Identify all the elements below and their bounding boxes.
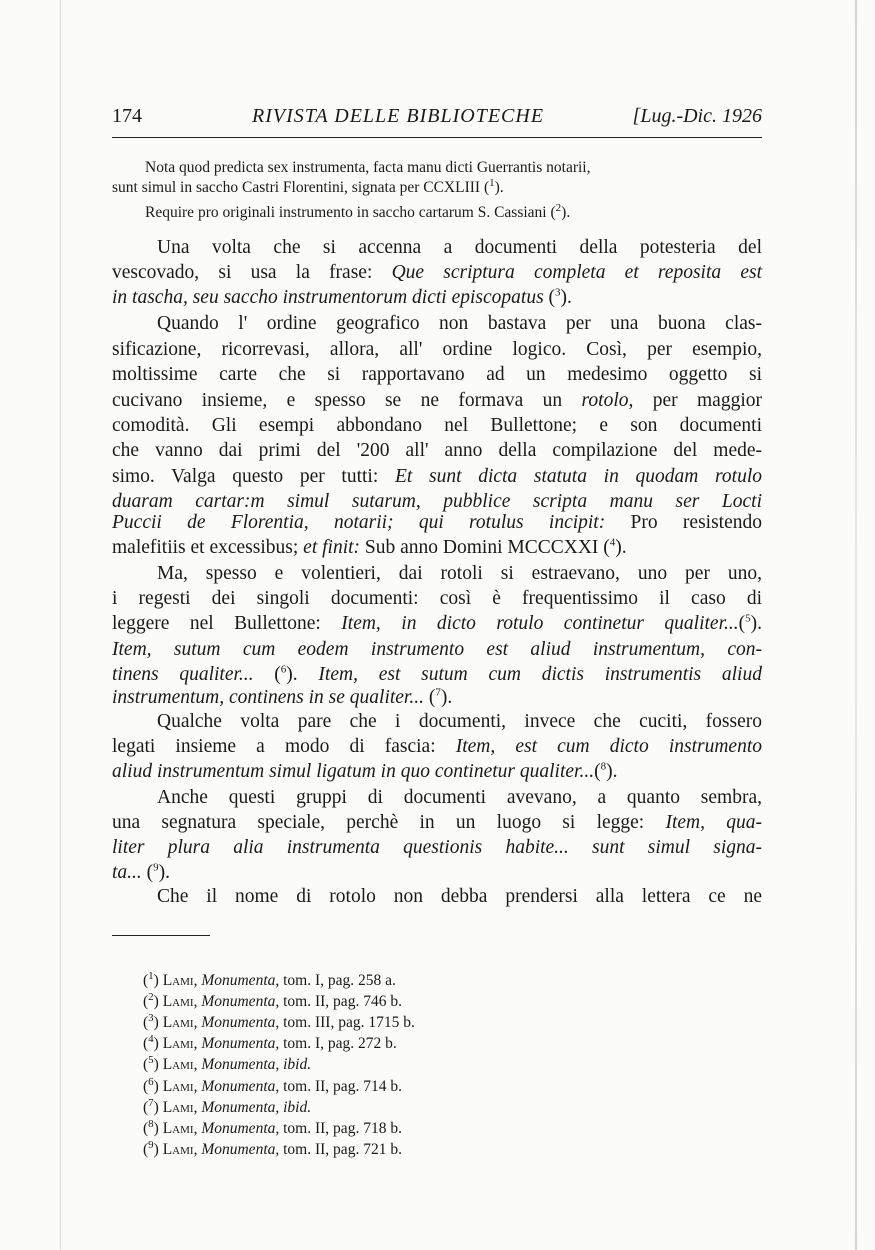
- footnote-reference: tom. I, pag. 258 a.: [279, 972, 396, 989]
- italic-text: rotolo,: [581, 390, 634, 411]
- page-edge-right: [855, 0, 857, 1250]
- footnote-ref: 1: [489, 176, 495, 189]
- text-segment: per maggior: [633, 390, 762, 411]
- footnote-work: Monumenta,: [201, 1014, 280, 1032]
- italic-text: et finit:: [303, 537, 361, 558]
- italic-text: Item, est cum dicto instrumento: [455, 736, 762, 757]
- footnote-work: Monumenta,: [201, 1119, 280, 1137]
- text-segment: ).: [561, 204, 571, 221]
- body-line: [112, 587, 762, 611]
- text-segment: Anche questi gruppi di documenti avevano, a quanto sembra,: [157, 787, 762, 808]
- body-line: [112, 612, 762, 636]
- footnote-author: Lami,: [162, 1014, 198, 1032]
- text-segment: sunt simul in saccho Castri Florentini, signata per CCXLIII (: [112, 179, 490, 196]
- text-segment: Sub anno Domini MCCCXXI (: [360, 537, 610, 558]
- text-segment: malefitiis et excessibus;: [112, 537, 304, 558]
- text-segment: ).: [158, 862, 171, 883]
- text-segment: vescovado, si usa la frase:: [112, 262, 392, 283]
- footnote: ($^8$) Lami, Monumenta, tom. II, pag. 718 b.: [143, 1117, 402, 1137]
- text-segment: Nota quod predicta sex instrumenta, facta manu dicti Guerrantis notarii,: [145, 159, 591, 176]
- text-segment: ).: [286, 664, 319, 685]
- text-segment: leggere nel Bullettone:: [112, 613, 342, 634]
- body-line: [112, 286, 762, 310]
- text-segment: Qualche volta pare che i documenti, invece che cuciti, fossero: [157, 711, 762, 732]
- paragraph-first-line: [157, 885, 762, 909]
- footnote-work: Monumenta, ibid.: [201, 1098, 312, 1116]
- text-segment: ).: [606, 761, 618, 782]
- footnote: ($^9$) Lami, Monumenta, tom. II, pag. 721 b.: [143, 1138, 402, 1158]
- text-segment: Quando l' ordine geografico non bastava per una buona clas-: [157, 313, 762, 334]
- footnote-reference: tom. III, pag. 1715 b.: [279, 1014, 415, 1032]
- footnote-author: Lami,: [162, 993, 198, 1011]
- footnote-work: Monumenta,: [201, 1035, 280, 1053]
- footnote-reference: tom. II, pag. 721 b.: [279, 1140, 402, 1158]
- footnote-ref: 5: [745, 612, 751, 625]
- footnote-number: 9: [148, 1138, 154, 1151]
- body-line: [112, 836, 762, 860]
- italic-text: aliud instrumentum simul ligatum in quo continetur qualiter...: [112, 761, 595, 782]
- body-line: [112, 686, 762, 710]
- footnote-work: Monumenta, ibid.: [201, 1056, 312, 1074]
- header-rule: [112, 137, 762, 138]
- italic-text: ta...: [112, 862, 142, 883]
- text-segment: i regesti dei singoli documenti: così è frequentissimo il caso di: [112, 588, 762, 609]
- footnote-number: 3: [148, 1012, 154, 1025]
- body-line: [112, 363, 762, 387]
- page-edge-left: [60, 0, 61, 1250]
- text-segment: Che il nome di rotolo non debba prendersi alla lettera ce ne: [157, 886, 762, 907]
- italic-text: Item, in dicto rotulo continetur qualiter...: [341, 613, 739, 634]
- footnote-reference: tom. II, pag. 746 b.: [279, 993, 402, 1011]
- footnote: ($^1$) Lami, Monumenta, tom. I, pag. 258 a.: [143, 969, 396, 989]
- italic-text: instrumentum, continens in se qualiter...: [112, 687, 424, 708]
- italic-text: Item, sutum cum eodem instrumento est aliud instrumentum, con-: [112, 639, 762, 660]
- footnote-number: 5: [148, 1054, 154, 1067]
- text-segment: moltissime carte che si rapportavano ad un medesimo oggetto si: [112, 364, 762, 385]
- footnote-number: 8: [148, 1117, 154, 1130]
- footnote-work: Monumenta,: [201, 1140, 280, 1158]
- paragraph-first-line: [157, 236, 762, 260]
- body-line: [112, 439, 762, 463]
- italic-text: liter plura alia instrumenta questionis habite... sunt simul signa-: [112, 837, 762, 858]
- footnote-rule: [112, 935, 210, 936]
- text-segment: (: [738, 613, 746, 634]
- body-line: [112, 663, 762, 687]
- paragraph-first-line: [157, 562, 762, 586]
- note-line: [145, 203, 570, 223]
- text-segment: ).: [494, 179, 504, 196]
- text-segment: (: [543, 287, 556, 308]
- text-segment: sificazione, ricorrevasi, allora, all' ordine logico. Così, per esempio,: [112, 339, 762, 360]
- italic-text: Et sunt dicta statuta in quodam rotulo: [394, 466, 762, 487]
- text-segment: ).: [615, 537, 627, 558]
- text-segment: cucivano insieme, e spesso se ne formava un: [112, 390, 582, 411]
- italic-text: Item, est sutum cum dictis instrumentis aliud: [318, 664, 762, 685]
- italic-text: in tascha, seu saccho instrumentorum dicti episcopatus: [112, 287, 544, 308]
- italic-text: Item, qua-: [665, 812, 762, 833]
- text-segment: che vanno dai primi del '200 all' anno della compilazione del mede-: [112, 440, 762, 461]
- footnote-ref: 8: [600, 760, 607, 773]
- footnote-author: Lami,: [162, 1056, 198, 1074]
- paragraph-first-line: [157, 710, 762, 734]
- footnote-ref: 9: [153, 861, 159, 874]
- footnote-reference: tom. I, pag. 272 b.: [279, 1035, 397, 1053]
- text-segment: legati insieme a modo di fascia:: [112, 736, 456, 757]
- text-segment: Una volta che si accenna a documenti della potesteria del: [157, 237, 762, 258]
- body-line: [112, 511, 762, 535]
- footnote-work: Monumenta,: [201, 972, 280, 989]
- footnote-author: Lami,: [162, 1140, 198, 1158]
- footnote: ($^2$) Lami, Monumenta, tom. II, pag. 746 b.: [143, 990, 402, 1011]
- body-line: [112, 760, 762, 784]
- text-segment: (: [594, 761, 601, 782]
- text-segment: comodità. Gli esempi abbondano nel Bullettone; e son documenti: [112, 415, 762, 436]
- body-line: [112, 536, 762, 560]
- paragraph-first-line: [157, 786, 762, 810]
- footnote: ($^6$) Lami, Monumenta, tom. II, pag. 714 b.: [143, 1075, 402, 1095]
- footnote-ref: 4: [609, 536, 616, 549]
- footnote: ($^3$) Lami, Monumenta, tom. III, pag. 1715 b.: [143, 1012, 415, 1032]
- note-line: [112, 178, 504, 198]
- body-line: [112, 338, 762, 362]
- footnote-ref: 2: [555, 201, 562, 214]
- text-segment: ).: [440, 687, 453, 708]
- footnote-author: Lami,: [162, 1098, 198, 1116]
- footnote-work: Monumenta,: [201, 993, 280, 1011]
- body-line: [112, 811, 762, 835]
- text-segment: una segnatura speciale, perchè in un luogo si legge:: [112, 812, 666, 833]
- footnote-author: Lami,: [162, 972, 198, 989]
- body-line: [112, 389, 762, 413]
- text-segment: (: [253, 664, 281, 685]
- running-header: [112, 105, 762, 129]
- italic-text: Que scriptura completa et reposita est: [391, 262, 762, 283]
- paragraph-first-line: [157, 312, 762, 336]
- italic-text: tinens qualiter...: [112, 664, 254, 685]
- body-line: [112, 465, 762, 489]
- footnote: ($^4$) Lami, Monumenta, tom. I, pag. 272 b.: [143, 1033, 397, 1053]
- footnote-number: 2: [148, 990, 154, 1003]
- issue-date: [Lug.-Dic. 1926: [632, 105, 762, 127]
- body-line: [112, 861, 762, 885]
- footnote-author: Lami,: [162, 1077, 198, 1095]
- footnote: ($^5$) Lami, Monumenta, ibid.: [143, 1054, 312, 1074]
- footnote-author: Lami,: [162, 1035, 198, 1053]
- body-line: [112, 261, 762, 285]
- text-segment: ).: [560, 287, 572, 308]
- text-segment: Ma, spesso e volentieri, dai rotoli si estraevano, uno per uno,: [157, 563, 762, 584]
- body-line: [112, 414, 762, 438]
- footnote-reference: tom. II, pag. 714 b.: [279, 1077, 402, 1095]
- footnote-ref: 6: [280, 663, 287, 676]
- text-segment: (: [141, 862, 154, 883]
- footnote-ref: 7: [435, 686, 441, 699]
- journal-title: RIVISTA DELLE BIBLIOTECHE: [252, 105, 545, 127]
- footnote-number: 1: [148, 969, 154, 982]
- body-line: [112, 735, 762, 759]
- footnote-author: Lami,: [162, 1119, 198, 1137]
- footnote: ($^7$) Lami, Monumenta, ibid.: [143, 1096, 312, 1116]
- footnote-number: 6: [148, 1075, 154, 1088]
- text-segment: (: [423, 687, 436, 708]
- text-segment: simo. Valga questo per tutti:: [112, 466, 395, 487]
- footnote-work: Monumenta,: [201, 1077, 280, 1095]
- italic-text: duaram cartar:m simul sutarum, pubblice scripta manu ser Locti: [112, 491, 762, 512]
- footnote-number: 4: [148, 1033, 154, 1046]
- text-segment: Require pro originali instrumento in saccho cartarum S. Cassiani (: [145, 204, 556, 221]
- note-line: [145, 158, 590, 178]
- text-segment: ).: [750, 613, 763, 634]
- footnote-ref: 3: [555, 286, 561, 299]
- footnote-reference: tom. II, pag. 718 b.: [279, 1119, 402, 1137]
- body-line: [112, 638, 762, 662]
- text-segment: Pro resistendo: [605, 512, 763, 533]
- italic-text: Puccii de Florentia, notarii; qui rotulus incipit:: [112, 512, 606, 533]
- page-number: 174: [112, 105, 142, 127]
- footnote-number: 7: [148, 1096, 154, 1109]
